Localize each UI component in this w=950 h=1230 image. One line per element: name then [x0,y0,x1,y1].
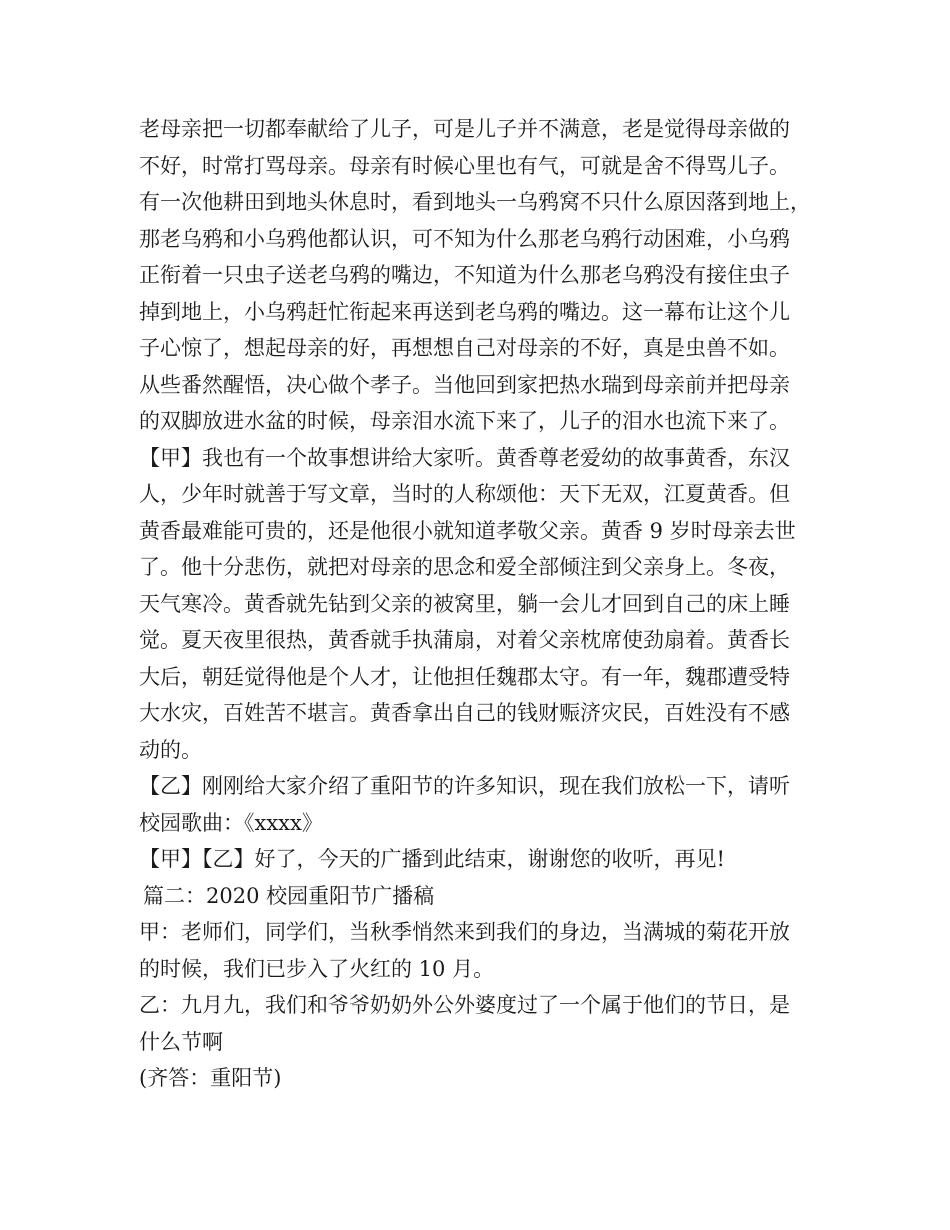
paragraph-line: 【乙】刚刚给大家介绍了重阳节的许多知识，现在我们放松一下，请听 [139,774,790,798]
paragraph-line: 正衔着一只虫子送老乌鸦的嘴边，不知道为什么那老乌鸦没有接住虫子 [139,263,790,287]
paragraph-line: 有一次他耕田到地头休息时，看到地头一乌鸦窝不只什么原因落到地上， [139,190,811,214]
paragraph-line: 什么节啊 [139,1029,223,1054]
paragraph-line: 黄香最难能可贵的，还是他很小就知道孝敬父亲。黄香 9 岁时母亲去世 [139,518,796,543]
paragraph-line: 子心惊了，想起母亲的好，再想想自己对母亲的不好，真是虫兽不如。 [139,336,790,360]
paragraph-line: 那老乌鸦和小乌鸦他都认识，可不知为什么那老乌鸦行动困难，小乌鸦 [139,226,790,251]
paragraph-line: 天气寒冷。黄香就先钻到父亲的被窝里，躺一会儿才回到自己的床上睡 [139,591,790,616]
paragraph-line: 的双脚放进水盆的时候，母亲泪水流下来了，儿子的泪水也流下来了。 [139,409,790,433]
paragraph-line: 大后，朝廷觉得他是个人才，让他担任魏郡太守。有一年，魏郡遭受特 [139,664,790,689]
paragraph-line: 【甲】我也有一个故事想讲给大家听。黄香尊老爱幼的故事黄香，东汉 [139,445,790,470]
document-body [139,111,839,1097]
paragraph-line: 校园歌曲：《xxxx》 [139,810,323,835]
paragraph-line: 老母亲把一切都奉献给了儿子，可是儿子并不满意，老是觉得母亲做的 [139,117,790,141]
paragraph-line: 【甲】【乙】好了，今天的广播到此结束，谢谢您的收听，再见! [139,847,725,871]
paragraph-line: 从些番然醒悟，决心做个孝子。当他回到家把热水瑞到母亲前并把母亲 [139,372,790,397]
section-heading: 篇二：2020 校园重阳节广播稿 [143,883,435,908]
paragraph-line: 掉到地上，小乌鸦赶忙衔起来再送到老乌鸦的嘴边。这一幕布让这个儿 [139,299,790,324]
paragraph-line: 觉。夏天夜里很热，黄香就手执蒲扇，对着父亲枕席使劲扇着。黄香长 [139,628,790,652]
paragraph-line: 乙：九月九，我们和爷爷奶奶外公外婆度过了一个属于他们的节日，是 [139,993,790,1017]
paragraph-line: 了。他十分悲伤，就把对母亲的思念和爱全部倾注到父亲身上。冬夜， [139,555,790,579]
paragraph-line: 动的。 [139,737,202,762]
paragraph-line: 人，少年时就善于写文章，当时的人称颂他：天下无双，江夏黄香。但 [139,482,790,506]
paragraph-line: 甲：老师们，同学们，当秋季悄然来到我们的身边，当满城的菊花开放 [139,920,790,944]
paragraph-line: 大水灾，百姓苦不堪言。黄香拿出自己的钱财赈济灾民，百姓没有不感 [139,701,790,725]
paragraph-line: (齐答：重阳节) [139,1066,282,1090]
paragraph-line: 的时候，我们已步入了火红的 10 月。 [139,956,495,981]
paragraph-line: 不好，时常打骂母亲。母亲有时候心里也有气，可就是舍不得骂儿子。 [139,153,790,178]
